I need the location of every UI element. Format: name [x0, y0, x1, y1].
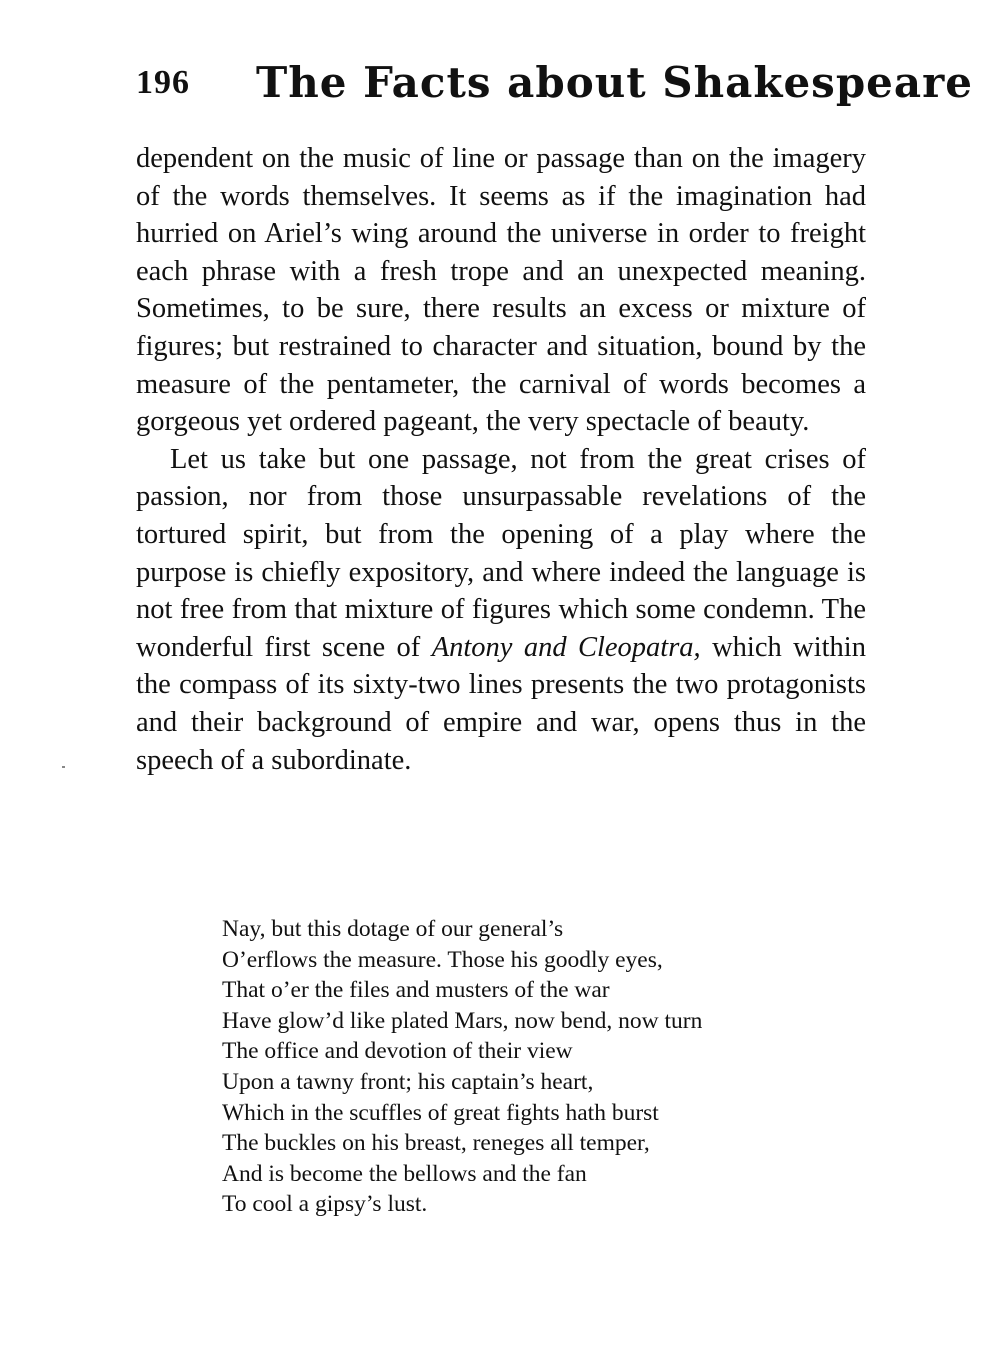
paragraph-2-text-after: which within the compass of its sixty-two lines presents the two protagonists and their background of empire and war, opens thus in the speech of a subordinate. [136, 631, 866, 776]
running-head [136, 58, 973, 114]
page-number: 196 [136, 64, 190, 101]
verse-line: To cool a gipsy’s lust. [222, 1191, 428, 1218]
verse-quotation [222, 914, 702, 1220]
running-title: The Facts about Shakespeare [256, 58, 973, 107]
paragraph-2 [136, 441, 866, 779]
body-text [136, 140, 866, 779]
verse-line: Nay, but this dotage of our general’s [222, 916, 564, 942]
verse-line: O’erflows the measure. Those his goodly eyes, [222, 946, 663, 973]
verse-line: Which in the scuffles of great fights hath burst [222, 1099, 659, 1126]
verse-line: That o’er the files and musters of the war [222, 977, 610, 1004]
verse-line: And is become the bellows and the fan [222, 1160, 587, 1187]
play-title: Antony and Cleopatra, [431, 631, 701, 663]
verse-line: Upon a tawny front; his captain’s heart, [222, 1068, 594, 1095]
paragraph-2-text-before: Let us take but one passage, not from the great crises of passion, nor from those unsurpassable revelations of the tortured spirit, but from the opening of a play where the purpose is chiefly expository, and where indeed the language is not free from that mixture of figures which some condemn. The wonderful first scene of [136, 443, 866, 663]
paragraph-1: dependent on the music of line or passage than on the imagery of the words themselves. It seems as if the imagination had hurried on Ariel’s wing around the universe in order to freight each phrase with a fresh trope and an unexpected meaning. Sometimes, to be sure, there results an excess or mixture of figures; but restrained to character and situation, bound by the measure of the pentameter, the carnival of words becomes a gorgeous yet ordered pageant, the very spectacle of beauty. [136, 143, 866, 438]
verse-line: The office and devotion of their view [222, 1038, 573, 1065]
margin-speck [62, 766, 65, 768]
verse-line: Have glow’d like plated Mars, now bend, now turn [222, 1007, 703, 1034]
verse-line: The buckles on his breast, reneges all temper, [222, 1130, 650, 1157]
